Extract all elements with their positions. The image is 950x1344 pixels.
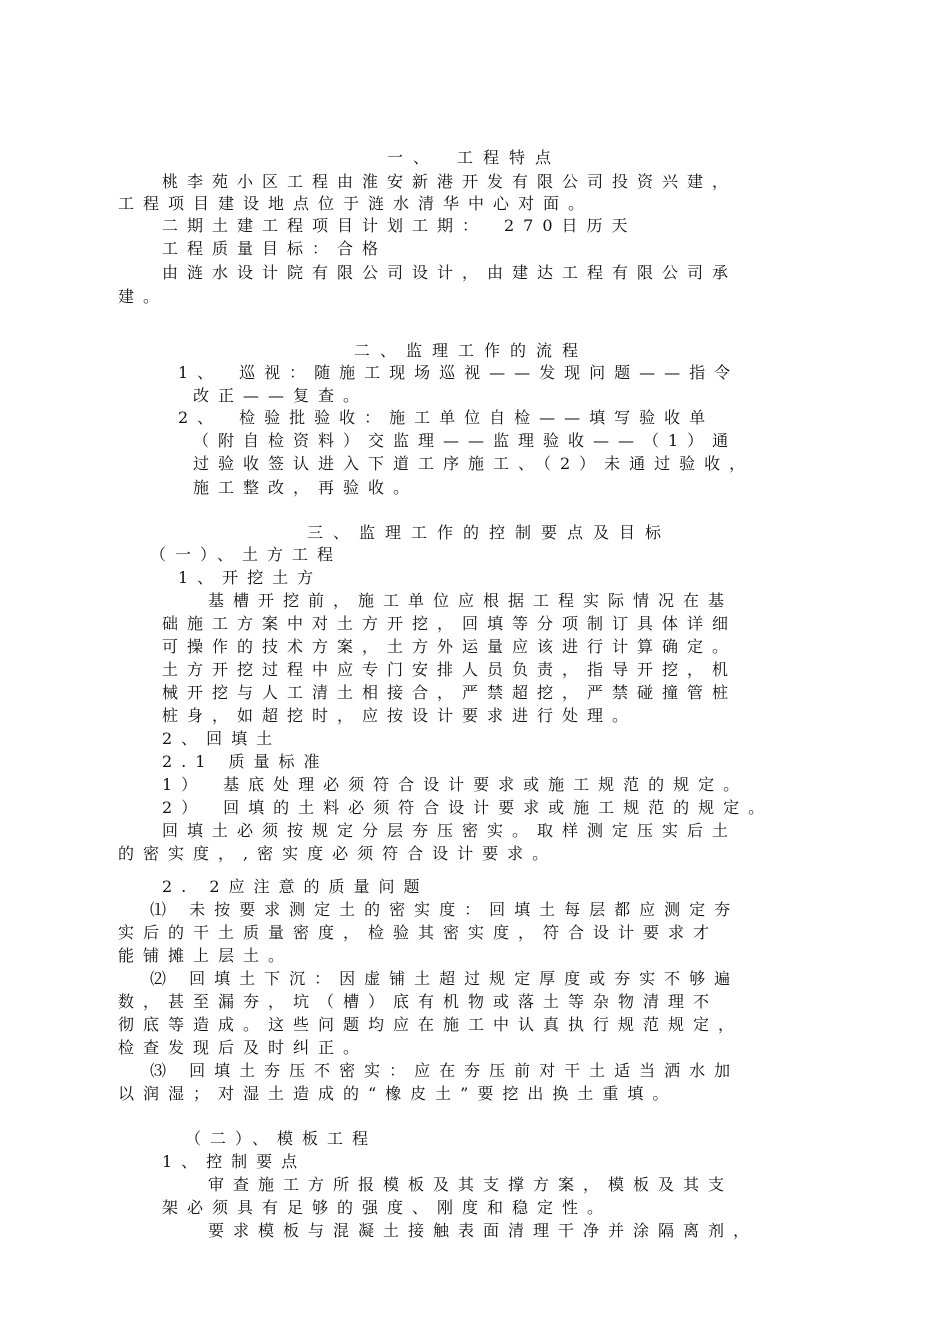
paragraph-line: 2） 回填的土料必须符合设计要求或施工规范的规定。 <box>162 798 774 817</box>
paragraph-line: 施工整改，再验收。 <box>193 478 419 497</box>
section-title-1: 一、 工程特点 <box>387 148 562 167</box>
paragraph-line: 数，甚至漏夯，坑（槽）底有机物或落土等杂物清理不 <box>118 992 719 1011</box>
paragraph-line: ⑵ 回填土下沉：因虚铺土超过规定厚度或夯实不够遍 <box>150 969 740 988</box>
paragraph-line: 过验收签认进入下道工序施工、（2）未通过验收， <box>193 454 755 473</box>
paragraph-line: 1、 巡视：随施工现场巡视——发现问题——指令 <box>178 363 740 382</box>
subsection-heading: 1、开挖土方 <box>178 568 323 587</box>
paragraph-line: 要求模板与混凝土接触表面清理干净并涂隔离剂， <box>208 1221 759 1240</box>
subsection-heading: 2.1 质量标准 <box>162 752 329 771</box>
paragraph-line: 的密实度，,密实度必须符合设计要求。 <box>118 844 558 863</box>
section-title-2: 二、监理工作的流程 <box>354 341 589 360</box>
paragraph-line: 土方开挖过程中应专门安排人员负责，指导开挖，机 <box>162 660 738 679</box>
paragraph-line: 工程质量目标：合格 <box>162 239 388 258</box>
subsection-heading: 2. 2应注意的质量问题 <box>162 877 429 896</box>
paragraph-line: （附自检资料）交监理——监理验收——（1）通 <box>193 431 738 450</box>
paragraph-line: 可操作的技术方案，土方外运量应该进行计算确定。 <box>162 637 738 656</box>
paragraph-line: 彻底等造成。这些问题均应在施工中认真执行规范规定， <box>118 1015 744 1034</box>
paragraph-line: 二期土建工程项目计划工期： 270日历天 <box>162 216 637 235</box>
paragraph-line: 审查施工方所报模板及其支撑方案，模板及其支 <box>208 1175 734 1194</box>
paragraph-line: 实后的干土质量密度，检验其密实度，符合设计要求才 <box>118 923 719 942</box>
paragraph-line: 桃李苑小区工程由淮安新港开发有限公司投资兴建， <box>162 172 738 191</box>
paragraph-line: 建。 <box>118 287 169 306</box>
subsection-heading: （一）、土方工程 <box>150 545 343 564</box>
paragraph-line: 能铺摊上层土。 <box>118 946 294 965</box>
paragraph-line: 桩身，如超挖时，应按设计要求进行处理。 <box>162 706 638 725</box>
paragraph-line: 2、 检验批验收：施工单位自检——填写验收单 <box>178 408 715 427</box>
paragraph-line: ⑴ 未按要求测定土的密实度：回填土每层都应测定夯 <box>150 900 740 919</box>
paragraph-line: 械开挖与人工清土相接合，严禁超挖，严禁碰撞管桩 <box>162 683 738 702</box>
paragraph-line: 工程项目建设地点位于涟水清华中心对面。 <box>118 194 594 213</box>
paragraph-line: 改正——复查。 <box>193 386 369 405</box>
paragraph-line: 以润湿；对湿土造成的“橡皮土”要挖出换土重填。 <box>118 1084 678 1103</box>
paragraph-line: ⑶ 回填土夯压不密实：应在夯压前对干土适当洒水加 <box>150 1061 740 1080</box>
subsection-heading: 1、控制要点 <box>162 1152 307 1171</box>
subsection-heading: （二）、模板工程 <box>185 1129 378 1148</box>
section-title-3: 三、监理工作的控制要点及目标 <box>307 523 672 542</box>
paragraph-line: 基槽开挖前，施工单位应根据工程实际情况在基 <box>208 591 734 610</box>
paragraph-line: 础施工方案中对土方开挖，回填等分项制订具体详细 <box>162 614 738 633</box>
paragraph-line: 检查发现后及时纠正。 <box>118 1038 369 1057</box>
paragraph-line: 回填土必须按规定分层夯压密实。取样测定压实后土 <box>162 821 738 840</box>
subsection-heading: 2、回填土 <box>162 729 282 748</box>
paragraph-line: 架必须具有足够的强度、刚度和稳定性。 <box>162 1198 613 1217</box>
paragraph-line: 1） 基底处理必须符合设计要求或施工规范的规定。 <box>162 775 749 794</box>
paragraph-line: 由涟水设计院有限公司设计，由建达工程有限公司承 <box>162 263 738 282</box>
